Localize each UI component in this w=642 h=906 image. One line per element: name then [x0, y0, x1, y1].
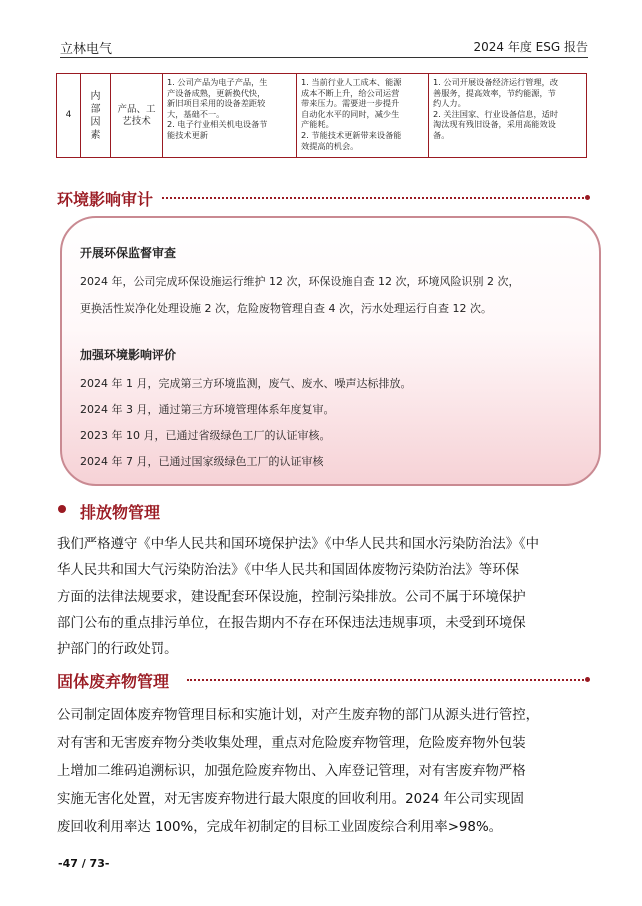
cell-line: 1. 公司开展设备经济运行管理，改 — [433, 77, 559, 87]
cell-line: 备。 — [433, 129, 450, 140]
impact-cell — [297, 74, 429, 158]
row-number: 4 — [57, 74, 81, 158]
assessment-line: 2024 年 1 月，完成第三方环境监测，废气、废水、噪声达标排放。 — [80, 377, 412, 390]
table-row — [57, 74, 587, 158]
solid-waste-line: 上增加二维码追溯标识，加强危险废弃物出、入库登记管理，对有害废弃物严格 — [57, 764, 526, 779]
emission-line: 华人民共和国大气污染防治法》《中华人民共和国固体废物污染防治法》等环保 — [57, 563, 519, 578]
cell-line: 善服务，提高效率，节约能源，节 — [433, 87, 556, 98]
emission-line: 部门公布的重点排污单位，在报告期内不存在环保违法违规事项，未受到环境保 — [57, 616, 526, 631]
env-audit-title: 环境影响审计 — [57, 190, 154, 209]
solid-waste-line: 实施无害化处置，对无害废弃物进行最大限度的回收利用。2024 年公司实现固 — [57, 792, 524, 807]
page-number: -47 / 73- — [58, 857, 110, 870]
bullet-icon — [58, 505, 66, 513]
cell-line: 2. 关注国家、行业设备信息，适时 — [433, 108, 559, 119]
emission-title: 排放物管理 — [80, 503, 161, 522]
emission-line: 护部门的行政处罚。 — [57, 642, 178, 657]
report-title: 2024 年度 ESG 报告 — [473, 40, 588, 54]
factor-char: 素 — [90, 129, 101, 141]
cell-line: 成本不断上升，给公司运营 — [301, 87, 400, 98]
item-line: 艺技术 — [122, 115, 151, 127]
cell-line: 能技术更新 — [167, 129, 208, 140]
assessment-line: 2023 年 10 月，已通过省级绿色工厂的认证审核。 — [80, 429, 331, 442]
section-divider — [187, 679, 584, 681]
factor-char: 部 — [90, 103, 101, 115]
supervision-subtitle: 开展环保监督审查 — [80, 246, 177, 260]
cell-line: 约人力。 — [433, 98, 466, 109]
cell-line: 1. 当前行业人工成本、能源 — [301, 77, 402, 87]
cell-line: 淘汰现有残旧设备，采用高能效设 — [433, 119, 556, 130]
risk-table — [56, 73, 587, 158]
cell-line: 大，基础不一。 — [167, 108, 225, 119]
item-line: 产品、工 — [117, 103, 156, 115]
env-audit-panel — [60, 216, 601, 486]
cell-line: 带来压力。需要进一步提升 — [301, 98, 400, 109]
cell-line: 新旧项目采用的设备差距较 — [167, 98, 266, 109]
company-name: 立林电气 — [60, 42, 113, 57]
solid-waste-line: 对有害和无害废弃物分类收集处理，重点对危险废弃物管理，危险废弃物外包装 — [57, 736, 526, 751]
emission-line: 方面的法律法规要求，建设配套环保设施，控制污染排放。公司不属于环境保护 — [57, 590, 526, 605]
assessment-subtitle: 加强环境影响评价 — [80, 348, 177, 362]
cell-line: 产设备成熟，更新换代快， — [167, 87, 266, 98]
item-cell — [111, 74, 163, 158]
emission-line: 我们严格遵守《中华人民共和国环境保护法》《中华人民共和国水污染防治法》《中 — [57, 537, 540, 552]
supervision-line: 更换活性炭净化处理设施 2 次，危险废物管理自查 4 次，污水处理运行自查 12 次。 — [80, 302, 492, 315]
page-header — [60, 36, 588, 58]
cell-line: 效提高的机会。 — [301, 140, 359, 151]
supervision-line: 2024 年，公司完成环保设施运行维护 12 次，环保设施自查 12 次，环境风险识别 2 次， — [80, 275, 520, 288]
solid-waste-line: 公司制定固体废弃物管理目标和实施计划，对产生废弃物的部门从源头进行管控， — [57, 708, 540, 723]
cell-line: 2. 电子行业相关机电设备节 — [167, 119, 268, 130]
cell-line: 2. 节能技术更新带来设备能 — [301, 129, 402, 140]
solid-waste-line: 废回收利用率达 100%，完成年初制定的目标工业固废综合利用率>98%。 — [57, 820, 503, 835]
factor-cell — [81, 74, 111, 158]
solid-waste-title: 固体废弃物管理 — [57, 672, 170, 691]
risk-description-cell — [163, 74, 297, 158]
divider-end-dot — [585, 677, 590, 682]
cell-line: 自动化水平的同时，减少生 — [301, 108, 400, 119]
assessment-line: 2024 年 7 月，已通过国家级绿色工厂的认证审核 — [80, 455, 324, 468]
measures-cell — [429, 74, 587, 158]
divider-end-dot — [585, 195, 590, 200]
cell-line: 1. 公司产品为电子产品，生 — [167, 77, 268, 87]
factor-char: 内 — [90, 90, 101, 102]
assessment-line: 2024 年 3 月，通过第三方环境管理体系年度复审。 — [80, 403, 335, 416]
cell-line: 产能耗。 — [301, 119, 334, 130]
section-divider — [162, 197, 584, 199]
factor-char: 因 — [90, 116, 101, 128]
